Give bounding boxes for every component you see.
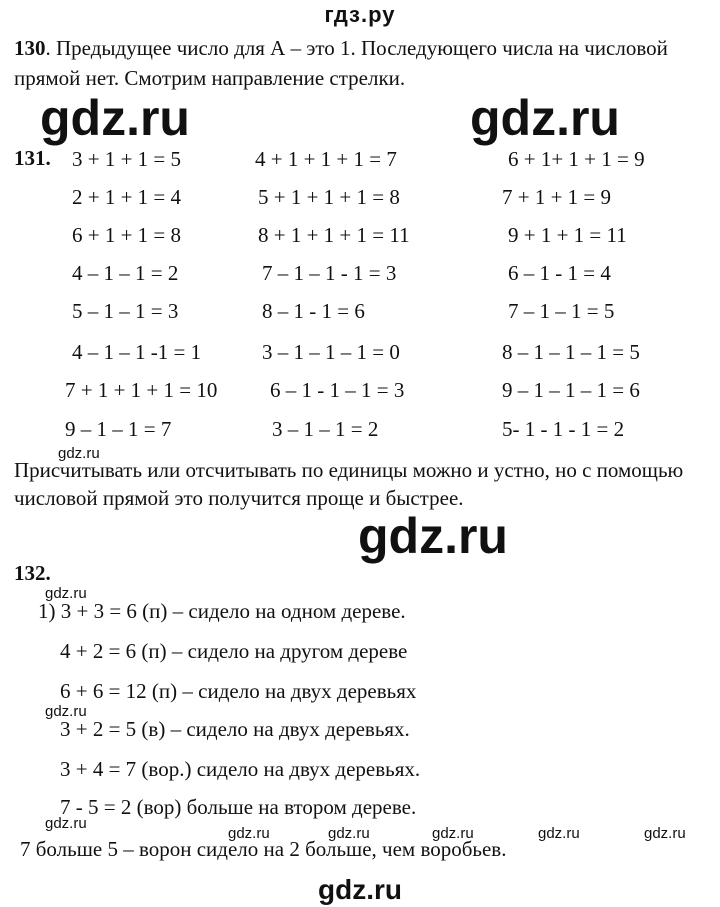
equation: 6 + 1 + 1 = 8 (72, 223, 182, 247)
watermark-bottom: gdz.ru (318, 874, 402, 905)
task132-number: 132. (14, 561, 51, 585)
equation: 3 + 1 + 1 = 5 (72, 147, 182, 171)
equation: 9 – 1 – 1 = 7 (65, 417, 172, 441)
equation: 6 – 1 - 1 – 1 = 3 (270, 378, 405, 402)
watermark-small: gdz.ru (432, 825, 474, 842)
watermark-small: gdz.ru (45, 703, 87, 720)
equation: 4 + 1 + 1 + 1 = 7 (255, 147, 397, 171)
task131-note-line1: Присчитывать или отсчитывать по единицы можно и устно, но с помощью (14, 458, 684, 482)
solution-line: 1) 3 + 3 = 6 (п) – сидело на одном дереве. (38, 599, 406, 623)
solution-line: 3 + 4 = 7 (вор.) сидело на двух деревьях. (60, 757, 421, 781)
equation: 7 + 1 + 1 = 9 (502, 185, 612, 209)
equation: 3 – 1 – 1 = 2 (272, 417, 379, 441)
watermark-small: gdz.ru (45, 585, 87, 602)
solution-line: 7 - 5 = 2 (вор) больше на втором дереве. (60, 795, 417, 819)
watermark-small: gdz.ru (228, 825, 270, 842)
equation: 6 – 1 - 1 = 4 (508, 261, 611, 285)
equation: 7 – 1 – 1 - 1 = 3 (262, 261, 397, 285)
watermark-small: gdz.ru (328, 825, 370, 842)
watermark-small: gdz.ru (644, 825, 686, 842)
equation: 4 – 1 – 1 -1 = 1 (72, 340, 202, 364)
task130-text-line1: . Предыдущее число для А – это 1. Последующего числа на числовой (45, 36, 668, 60)
equation: 7 – 1 – 1 = 5 (508, 299, 615, 323)
task130-number: 130 (14, 36, 46, 60)
task130-text-line2: прямой нет. Смотрим направление стрелки. (14, 66, 406, 90)
solution-line: 6 + 6 = 12 (п) – сидело на двух деревьях (60, 679, 417, 703)
equation: 9 – 1 – 1 – 1 = 6 (502, 378, 640, 402)
equation: 8 – 1 – 1 – 1 = 5 (502, 340, 640, 364)
watermark-big: gdz.ru (40, 90, 190, 146)
equation: 6 + 1+ 1 + 1 = 9 (508, 147, 645, 171)
equation: 8 + 1 + 1 + 1 = 11 (258, 223, 410, 247)
equation: 9 + 1 + 1 = 11 (508, 223, 627, 247)
equation: 7 + 1 + 1 + 1 = 10 (65, 378, 218, 402)
task131-note-line2: числовой прямой это получится проще и быстрее. (14, 486, 464, 510)
equation: 3 – 1 – 1 – 1 = 0 (262, 340, 400, 364)
solution-line: 4 + 2 = 6 (п) – сидело на другом дереве (60, 639, 408, 663)
equation: 2 + 1 + 1 = 4 (72, 185, 182, 209)
equation: 5 + 1 + 1 + 1 = 8 (258, 185, 400, 209)
watermark-big: gdz.ru (470, 90, 620, 146)
watermark-small: gdz.ru (58, 445, 100, 462)
watermark-small: gdz.ru (45, 815, 87, 832)
task132-conclusion: 7 больше 5 – ворон сидело на 2 больше, чем воробьев. (20, 837, 507, 861)
equation: 4 – 1 – 1 = 2 (72, 261, 179, 285)
site-header-title: гдз.ру (324, 2, 396, 27)
watermark-small: gdz.ru (538, 825, 580, 842)
equation: 5- 1 - 1 - 1 = 2 (502, 417, 625, 441)
watermark-big: gdz.ru (358, 508, 508, 564)
equation: 5 – 1 – 1 = 3 (72, 299, 179, 323)
equation: 8 – 1 - 1 = 6 (262, 299, 365, 323)
solution-line: 3 + 2 = 5 (в) – сидело на двух деревьях. (60, 717, 410, 741)
task131-number: 131. (14, 146, 51, 170)
task130-line1 (14, 33, 668, 63)
